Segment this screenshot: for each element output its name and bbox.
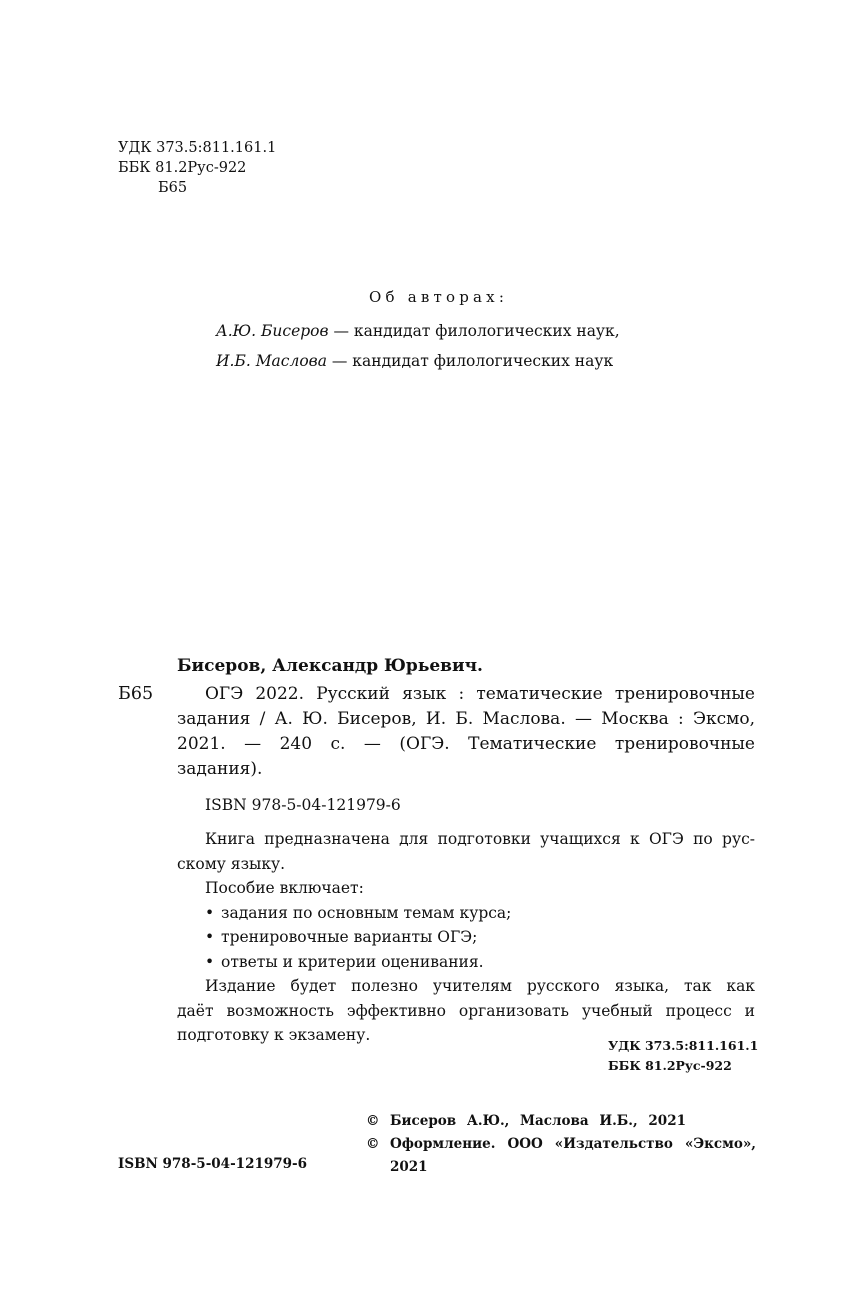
copyright-authors: Бисеров А.Ю., Маслова И.Б., 2021 xyxy=(390,1113,686,1129)
author-description-2: — кандидат филологических наук xyxy=(326,352,614,370)
bullet-icon: • xyxy=(205,952,215,971)
udk-code-bottom: УДК 373.5:811.161.1 xyxy=(608,1038,759,1053)
author-name-1: А.Ю. Бисеров xyxy=(216,322,329,340)
bibliographic-author-mark: Б65 xyxy=(118,684,154,704)
annotation-list-item-text: ответы и критерии оценивания. xyxy=(221,952,484,971)
author-description-1: — кандидат филологических наук, xyxy=(328,322,620,340)
annotation-includes-heading: Пособие включает: xyxy=(205,879,364,897)
udk-code-top: УДК 373.5:811.161.1 xyxy=(118,140,277,156)
annotation-usefulness-line: даёт возможность эффективно организовать учебный процесс и xyxy=(177,1001,755,1020)
annotation-list-item-text: тренировочные варианты ОГЭ; xyxy=(221,928,478,946)
annotation-intro-line-2: скому языку. xyxy=(177,854,286,873)
author-line-2 xyxy=(216,352,613,370)
author-line-1 xyxy=(216,322,620,340)
annotation-list-item xyxy=(177,950,755,975)
annotation-list-item-text: задания по основным темам курса; xyxy=(221,903,512,922)
isbn-bottom: ISBN 978-5-04-121979-6 xyxy=(118,1156,308,1172)
author-name-2: И.Б. Маслова xyxy=(216,352,327,370)
bibliographic-description-line: задания / А. Ю. Бисеров, И. Б. Маслова. — Москва : Эксмо, xyxy=(177,709,755,729)
bibliographic-description-line: 2021. — 240 с. — (ОГЭ. Тематические тренировочные xyxy=(177,734,755,754)
annotation xyxy=(177,827,755,1048)
bibliographic-description-line: задания). xyxy=(177,759,263,779)
bullet-icon: • xyxy=(205,928,215,946)
copyright-icon: © xyxy=(366,1136,380,1152)
copyright-block xyxy=(366,1110,756,1179)
annotation-list-item xyxy=(177,925,755,950)
bibliographic-description-line: ОГЭ 2022. Русский язык : тематические тренировочные xyxy=(205,684,755,704)
annotation-usefulness-line: Издание будет полезно учителям русского языка, так как xyxy=(205,977,755,995)
author-mark-top: Б65 xyxy=(158,180,188,196)
copyright-line-2 xyxy=(366,1133,756,1156)
isbn-record: ISBN 978-5-04-121979-6 xyxy=(205,796,401,814)
copyright-design: Оформление. ООО «Издательство «Эксмо», xyxy=(390,1136,756,1152)
copyright-icon: © xyxy=(366,1113,380,1129)
bbk-code-top: ББК 81.2Рус-922 xyxy=(118,160,247,176)
bbk-code-bottom: ББК 81.2Рус-922 xyxy=(608,1058,732,1073)
bibliographic-description xyxy=(177,682,755,782)
annotation-list-item xyxy=(177,901,755,926)
copyright-line-1 xyxy=(366,1110,756,1133)
bullet-icon: • xyxy=(205,903,215,922)
copyright-line-2-continued: 2021 xyxy=(390,1159,428,1175)
about-authors-heading: Об авторах: xyxy=(369,288,509,306)
bibliographic-author-heading: Бисеров, Александр Юрьевич. xyxy=(177,656,483,676)
annotation-usefulness-line: подготовку к экзамену. xyxy=(177,1026,371,1044)
annotation-intro-line-1: Книга предназначена для подготовки учащихся к ОГЭ по рус- xyxy=(205,830,755,848)
